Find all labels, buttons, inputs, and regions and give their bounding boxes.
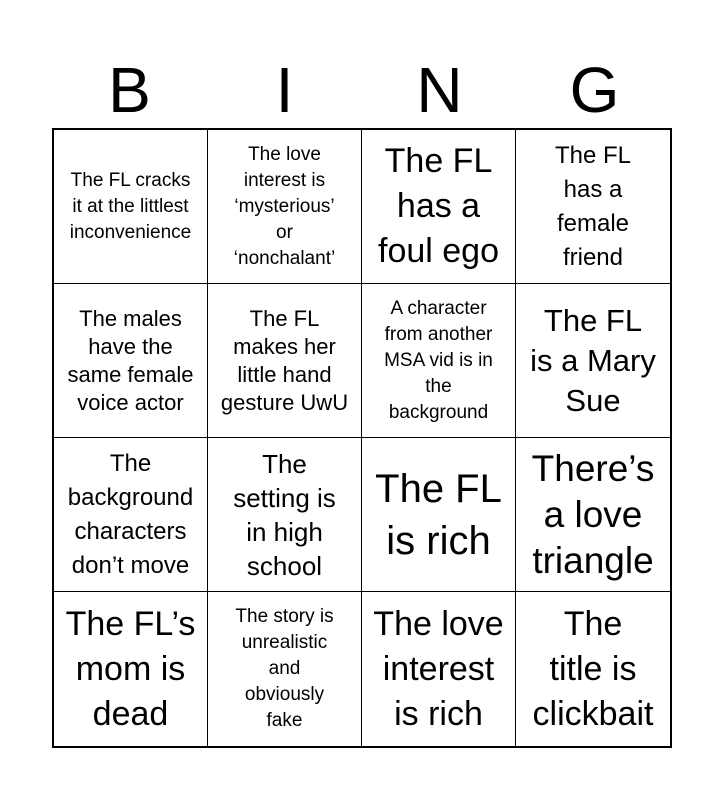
header-letter-n: N	[416, 54, 463, 126]
cell-text: The background characters don’t move	[67, 449, 194, 579]
bingo-cell[interactable]	[208, 284, 362, 438]
bingo-cell[interactable]	[208, 130, 362, 284]
bingo-cell[interactable]	[54, 284, 208, 438]
bingo-grid	[52, 128, 672, 748]
bingo-cell[interactable]	[516, 592, 670, 746]
bingo-cell[interactable]	[362, 284, 516, 438]
header-letter-i: I	[275, 54, 294, 126]
bingo-cell[interactable]	[54, 592, 208, 746]
bingo-cell[interactable]	[208, 438, 362, 592]
cell-text: The FL makes her little hand gesture UwU	[220, 305, 349, 415]
cell-text: The FL is rich	[375, 466, 502, 563]
cell-text: The males have the same female voice actor	[67, 305, 194, 415]
bingo-cell[interactable]	[516, 130, 670, 284]
cell-text: The setting is in high school	[233, 448, 336, 581]
bingo-cell[interactable]	[362, 592, 516, 746]
cell-text: There’s a love triangle	[531, 447, 655, 581]
bingo-cell[interactable]	[362, 130, 516, 284]
bingo-cell[interactable]	[516, 284, 670, 438]
cell-text: The FL’s mom is dead	[65, 604, 196, 733]
header-letter-b: B	[108, 54, 151, 126]
bingo-cell[interactable]	[54, 438, 208, 592]
bingo-cell[interactable]	[516, 438, 670, 592]
bingo-header	[52, 50, 672, 124]
cell-text: The story is unrealistic and obviously fake	[235, 606, 334, 731]
bingo-cell[interactable]	[208, 592, 362, 746]
cell-text: The title is clickbait	[532, 604, 654, 733]
cell-text: A character from another MSA vid is in the background	[384, 297, 493, 423]
header-letter-g: G	[569, 54, 620, 126]
cell-text: The FL cracks it at the littlest inconvenience	[69, 169, 192, 243]
bingo-cell[interactable]	[54, 130, 208, 284]
cell-text: The FL has a foul ego	[378, 142, 499, 270]
bingo-cell[interactable]	[362, 438, 516, 592]
cell-text: The FL has a female friend	[554, 141, 632, 271]
cell-text: The love interest is ‘mysterious’ or ‘nonchalant’	[233, 143, 336, 269]
cell-text: The love interest is rich	[373, 604, 504, 733]
cell-text: The FL is a Mary Sue	[530, 302, 656, 418]
